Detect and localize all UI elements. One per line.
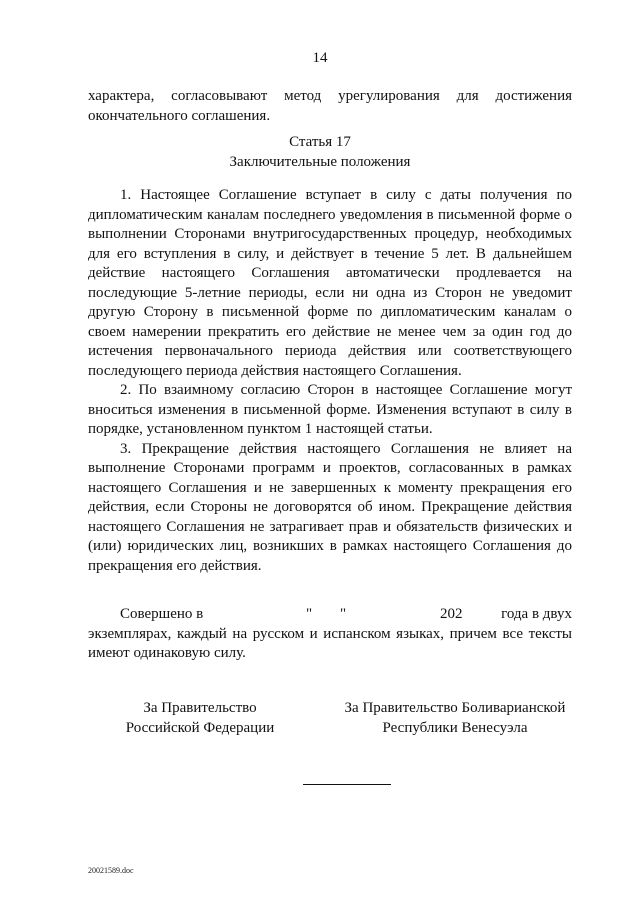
paragraph-3: 3. Прекращение действия настоящего Соглашения не влияет на выполнение Сторонами программ и проектов, согласованных в рамках настоящего Соглашения и не завершенных к моменту прекращения его действия, если Стороны не договорятся об ином. Прекращение действия настоящего Соглашения не затрагивает прав и обязательств физических и (или) юридических лиц, возникших в рамках настоящего Соглашения до прекращения его действия. <box>88 440 572 574</box>
signature-block-russia <box>110 699 290 738</box>
signature-right-line2: Республики Венесуэла <box>382 719 528 736</box>
done-quote-open: " <box>306 606 313 622</box>
signature-left-line1: За Правительство <box>143 700 257 716</box>
intro-paragraph <box>88 87 572 126</box>
article-title: Заключительные положения <box>229 153 411 170</box>
done-quote-close: " <box>340 606 347 622</box>
article-body <box>88 186 572 576</box>
page-number: 14 <box>312 50 328 66</box>
done-part1: Совершено в <box>120 606 204 622</box>
done-rest: экземплярах, каждый на русском и испанском языках, причем все тексты имеют одинаковую силу. <box>88 625 572 661</box>
article-number: Статья 17 <box>289 134 351 150</box>
intro-text: характера, согласовывают метод урегулирования для достижения окончательного соглашения. <box>88 88 572 124</box>
signature-block-venezuela <box>335 699 575 738</box>
paragraph-2: 2. По взаимному согласию Сторон в настоящее Соглашение могут вноситься изменения в письменной форме. Изменения вступают в силу в порядке, установленном пунктом 1 настоящей статьи. <box>88 382 572 437</box>
done-year: 202 <box>440 606 463 622</box>
signature-left-line2: Российской Федерации <box>125 719 275 736</box>
done-first-line <box>88 605 572 625</box>
article-heading <box>0 133 640 172</box>
paragraph-1: 1. Настоящее Соглашение вступает в силу с даты получения по дипломатическим каналам последнего уведомления в письменной форме о выполнении Сторонами внутригосударственных процедур, необходимых для его вступления в силу, и действует в течение 5 лет. В дальнейшем действие настоящего Соглашения автоматически продлевается на последующие 5-летние периоды, если ни одна из Сторон не уведомит другую Сторону в письменной форме по дипломатическим каналам о своем намерении прекратить его действие не менее чем за один год до истечения первоначального периода действия или соответствующего последующего периода действия настоящего Соглашения. <box>88 187 572 379</box>
separator-line <box>303 784 391 785</box>
signature-right-line1: За Правительство Боливарианской <box>344 700 566 716</box>
done-clause <box>88 605 572 664</box>
file-name-footer: 20021589.doc <box>88 866 134 875</box>
done-part2: года в двух <box>501 606 572 622</box>
